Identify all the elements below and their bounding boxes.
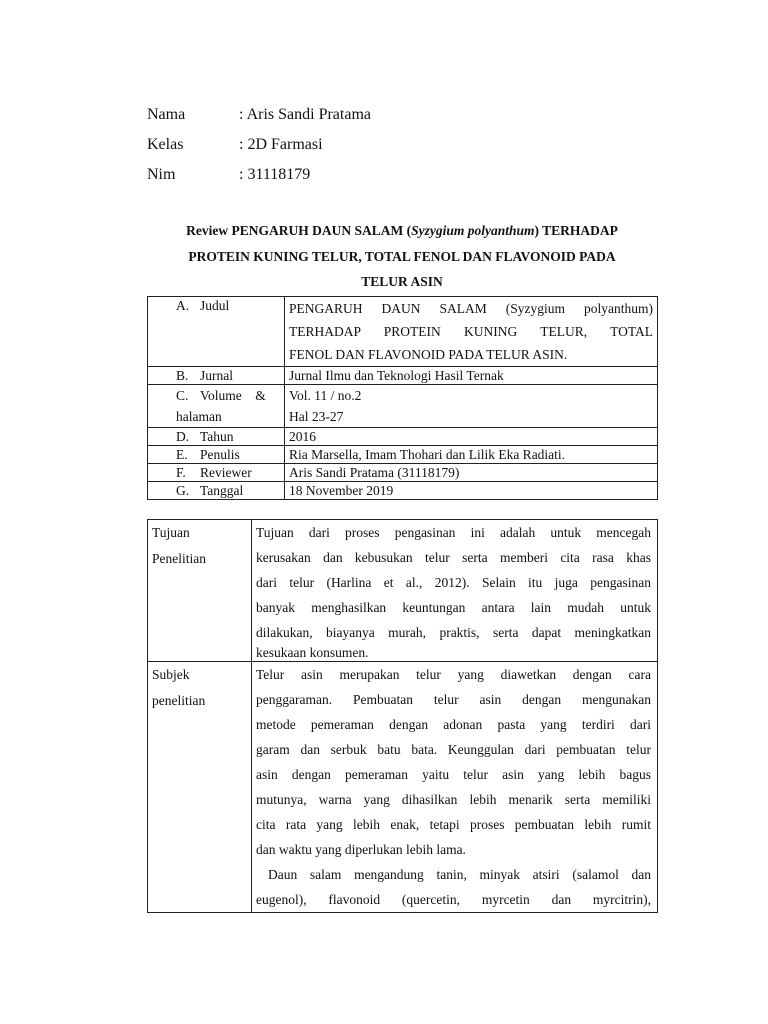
info-key-cell: [148, 446, 285, 464]
review-title: [147, 218, 657, 295]
table-row: [148, 520, 658, 662]
review-value-cell: [252, 662, 658, 913]
review-key-cell: [148, 662, 252, 913]
title-line-1: [147, 218, 657, 244]
info-value-cell: [285, 428, 658, 446]
info-value-line: 2016: [289, 429, 316, 444]
review-text-line: dari telur (Harlina et al., 2012). Selain itu juga pengasinan: [256, 575, 651, 590]
info-value-line: Aris Sandi Pratama (31118179): [289, 465, 460, 480]
identity-row-nim: [147, 160, 371, 190]
review-key-line: Subjek: [152, 667, 190, 682]
table-row: [148, 482, 658, 500]
journal-info-table: [147, 296, 658, 500]
info-value-line: TERHADAP PROTEIN KUNING TELUR, TOTAL: [289, 324, 653, 339]
review-key-line: penelitian: [152, 693, 206, 708]
identity-row-kelas: [147, 130, 371, 160]
info-key: Penulis: [200, 447, 240, 462]
review-detail-table: [147, 519, 658, 913]
identity-block: [147, 100, 371, 190]
review-text-line: Telur asin merupakan telur yang diawetkan dengan cara: [256, 667, 651, 682]
table-row: [148, 428, 658, 446]
table-row: [148, 367, 658, 385]
review-text-line: cita rata yang lebih enak, tetapi proses pembuatan lebih rumit: [256, 817, 651, 832]
info-letter: E.: [176, 447, 188, 462]
identity-value: : Aris Sandi Pratama: [239, 106, 371, 123]
review-text-line: mutunya, warna yang dihasilkan lebih menarik serta memiliki: [256, 792, 651, 807]
info-letter: C.: [176, 388, 189, 403]
review-text-line: Tujuan dari proses pengasinan ini adalah untuk mencegah: [256, 525, 651, 540]
info-key-cell: [148, 367, 285, 385]
info-key-cell: [148, 482, 285, 500]
title-italic-species: Syzygium polyanthum: [411, 223, 535, 238]
identity-label: Nim: [147, 166, 176, 183]
review-key-line: Tujuan: [152, 525, 190, 540]
info-key-cell: [148, 297, 285, 367]
info-value-cell: [285, 464, 658, 482]
info-value-line: PENGARUH DAUN SALAM (Syzygium polyanthum): [289, 301, 653, 316]
review-text-line: kesukaan konsumen.: [256, 645, 369, 660]
table-row: [148, 464, 658, 482]
identity-value: : 2D Farmasi: [239, 136, 323, 153]
title-line-2: PROTEIN KUNING TELUR, TOTAL FENOL DAN FLAVONOID PADA: [188, 248, 616, 264]
info-key: Judul: [200, 298, 230, 313]
info-key: Jurnal: [200, 368, 233, 383]
table-row: [148, 385, 658, 428]
info-letter: B.: [176, 368, 189, 383]
title-suffix: ) TERHADAP: [534, 223, 618, 238]
table-row: [148, 446, 658, 464]
info-value-line: Ria Marsella, Imam Thohari dan Lilik Eka Radiati.: [289, 447, 566, 462]
info-value-line: Hal 23-27: [289, 409, 344, 424]
info-key: Tanggal: [200, 483, 244, 498]
info-letter: A.: [176, 298, 190, 313]
review-key-line: Penelitian: [152, 551, 206, 566]
review-value-cell: [252, 520, 658, 662]
info-key: Tahun: [200, 429, 234, 444]
table-row: [148, 297, 658, 367]
info-key-continued: halaman: [176, 409, 222, 424]
info-letter: F.: [176, 465, 186, 480]
info-value-cell: [285, 367, 658, 385]
info-letter: D.: [176, 429, 190, 444]
info-letter: G.: [176, 483, 190, 498]
info-value-line: Jurnal Ilmu dan Teknologi Hasil Ternak: [289, 368, 504, 383]
info-key-cell: [148, 385, 285, 428]
info-value-cell: [285, 385, 658, 428]
title-prefix: Review PENGARUH DAUN SALAM (: [186, 223, 412, 238]
review-text-line: Daun salam mengandung tanin, minyak atsiri (salamol dan: [268, 867, 651, 882]
identity-label: Nama: [147, 106, 186, 123]
review-text-line: garam dan serbuk batu bata. Keunggulan dari pembuatan telur: [256, 742, 651, 757]
title-line-3: TELUR ASIN: [361, 274, 443, 289]
review-text-line: banyak menghasilkan keuntungan antara lain mudah untuk: [256, 600, 651, 615]
identity-row-nama: [147, 100, 371, 130]
info-key: Reviewer: [200, 465, 252, 480]
info-value-line: 18 November 2019: [289, 483, 394, 498]
review-text-line: kerusakan dan kebusukan telur serta memberi cita rasa khas: [256, 550, 651, 565]
info-value-line: Vol. 11 / no.2: [289, 388, 362, 403]
review-text-line: penggaraman. Pembuatan telur asin dengan mengunakan: [256, 692, 651, 707]
review-text-line: dilakukan, biayanya murah, praktis, serta dapat meningkatkan: [256, 625, 651, 640]
review-text-line: asin dengan pemeraman yaitu telur asin yang lebih bagus: [256, 767, 651, 782]
info-value-cell: [285, 446, 658, 464]
review-key-cell: [148, 520, 252, 662]
review-text-line: metode pemeraman dengan adonan pasta yang terdiri dari: [256, 717, 651, 732]
info-value-cell: [285, 297, 658, 367]
info-value-cell: [285, 482, 658, 500]
review-text-line: eugenol), flavonoid (quercetin, myrcetin dan myrcitrin),: [256, 892, 651, 907]
review-text-line: dan waktu yang diperlukan lebih lama.: [256, 842, 466, 857]
table-row: [148, 662, 658, 913]
info-key: Volume &: [200, 388, 266, 403]
info-value-line: FENOL DAN FLAVONOID PADA TELUR ASIN.: [289, 347, 568, 362]
identity-label: Kelas: [147, 136, 184, 153]
info-key-cell: [148, 464, 285, 482]
info-key-cell: [148, 428, 285, 446]
identity-value: : 31118179: [239, 166, 311, 183]
